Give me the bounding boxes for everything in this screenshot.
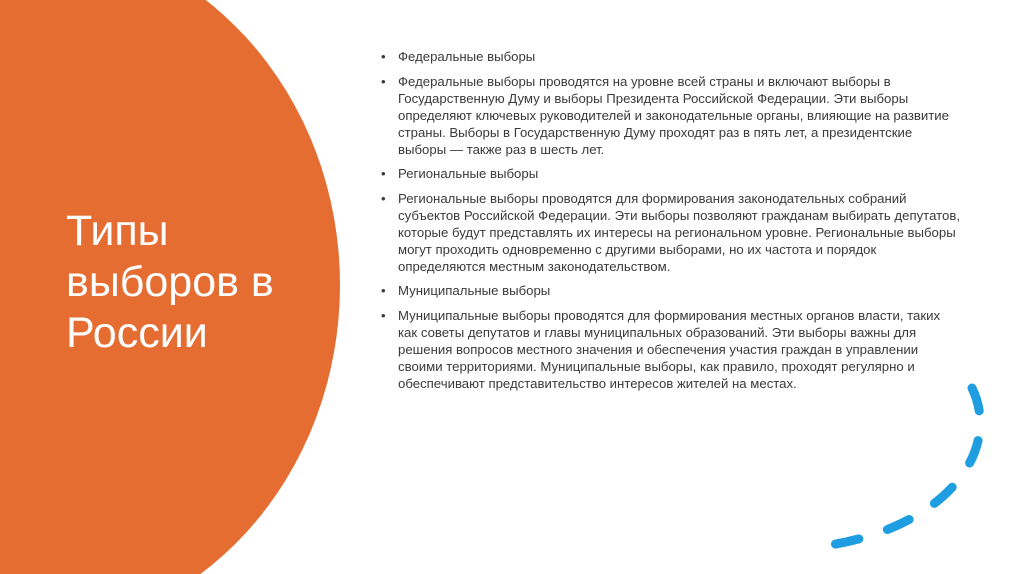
bullet-icon: • <box>381 307 386 323</box>
list-item-municipal-heading <box>380 282 960 299</box>
list-item-text: Федеральные выборы <box>398 49 536 64</box>
list-item-regional-description <box>380 190 960 275</box>
list-item-text: Муниципальные выборы проводятся для формирования местных органов власти, таких как советы депутатов и главы муниципальных образований. Эти выборы важны для решения вопросов местного значения и обеспечения участия граждан в управлении своими территориями. Муниципальные выборы, как правило, проходят регулярно и обеспечивают представительство интересов жителей на местах. <box>398 307 941 391</box>
list-item-federal-description <box>380 73 960 158</box>
list-item-text: Региональные выборы <box>398 166 539 181</box>
list-item-text: Федеральные выборы проводятся на уровне всей страны и включают выборы в Государственную Думу и выборы Президента Российской Федерации. Эти выборы определяют ключевых руководителей и законодательные органы, влияющие на развитие страны. Выборы в Государственную Думу проходят раз в пять лет, а президентские выборы — также раз в шесть лет. <box>398 73 950 157</box>
list-item-federal-heading <box>380 48 960 65</box>
bullet-icon: • <box>381 283 386 298</box>
bullet-list <box>380 48 960 399</box>
list-item-text: Региональные выборы проводятся для формирования законодательных собраний субъектов Российской Федерации. Эти выборы позволяют гражданам выбирать депутатов, которые будут представлять их интересы на региональном уровне. Региональные выборы могут проходить одновременно с другими выборами, но их частота и порядок определяются местным законодательством. <box>398 190 961 274</box>
list-item-text: Муниципальные выборы <box>398 283 551 298</box>
bullet-icon: • <box>381 166 386 181</box>
bullet-icon: • <box>381 49 386 64</box>
bullet-icon: • <box>381 73 386 89</box>
bullet-icon: • <box>381 190 386 206</box>
slide-title: Типы выборов в России <box>66 207 274 357</box>
list-item-regional-heading <box>380 165 960 182</box>
dashed-arc-decoration-icon <box>790 376 1010 566</box>
